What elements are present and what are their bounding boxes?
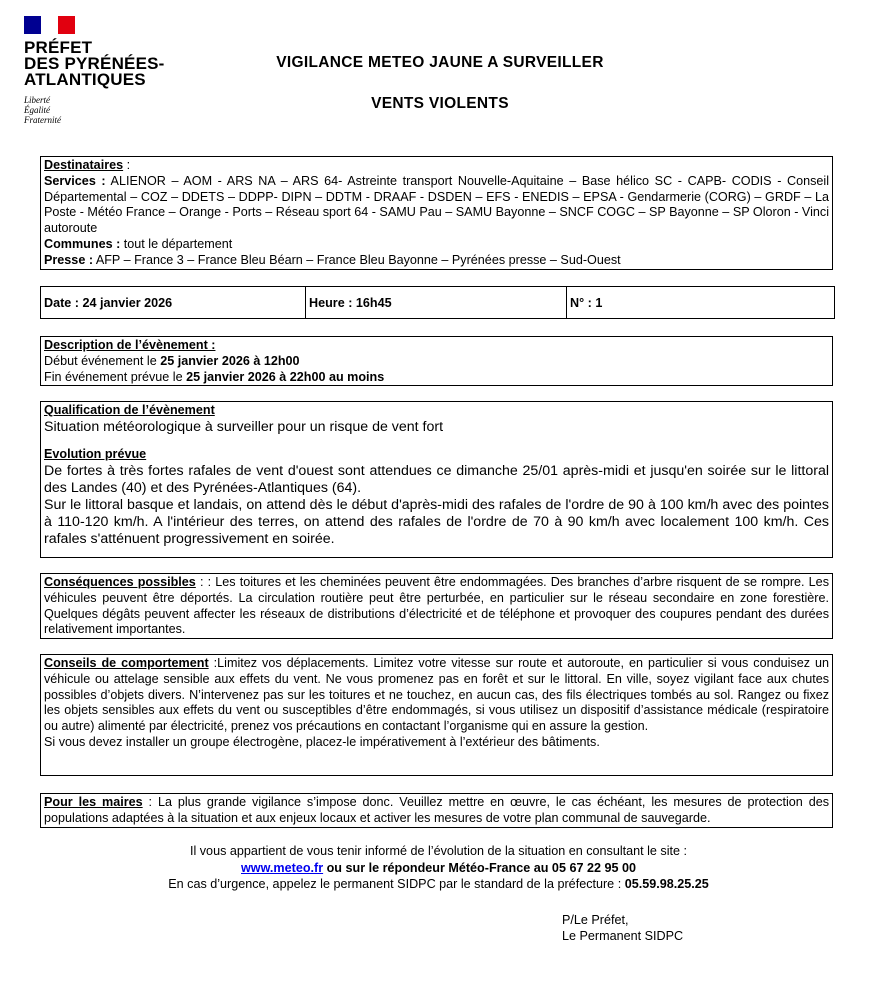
advice-label: Conseils de comportement	[44, 656, 209, 670]
advice-generator-text: Si vous devez installer un groupe électrogène, placez-le impérativement à l’extérieur des bâtiments.	[44, 734, 600, 749]
evolution-label: Evolution prévue	[44, 446, 147, 461]
bulletin-time: Heure : 16h45	[306, 287, 567, 318]
bulletin-date: Date : 24 janvier 2026	[41, 287, 306, 318]
page-title: VIGILANCE METEO JAUNE A SURVEILLER	[276, 54, 604, 71]
page-subtitle: VENTS VIOLENTS	[371, 95, 509, 112]
consequences-text: : : Les toitures et les cheminées peuvent être endommagées. Des branches d’arbre risquent de se rompre. Les véhicules peuvent être déportés. La circulation routière peut être perturbée, en particulier sur le réseau secondaire en zone forestière. Quelques dégâts peuvent affecter les réseaux de distributions d’électricité et de téléphone et provoquer des coupures pendant des durées relativement importantes.	[44, 575, 829, 637]
qualification-text: Situation météorologique à surveiller pour un risque de vent fort	[44, 418, 444, 435]
footer-line-1: Il vous appartient de vous tenir informé de l’évolution de la situation en consultant le site :	[189, 844, 688, 858]
qualification-box	[40, 401, 833, 558]
qualification-label: Qualification de l’évènement	[44, 403, 215, 417]
prefecture-logo	[24, 16, 184, 125]
meteo-phone-text: ou sur le répondeur Météo-France au 05 67 22 95 00	[323, 860, 636, 875]
presse-list: AFP – France 3 – France Bleu Béarn – France Bleu Bayonne – Pyrénées presse – Sud-Ouest	[93, 252, 621, 267]
bulletin-number: N° : 1	[570, 295, 603, 310]
meteo-link[interactable]: www.meteo.fr	[241, 860, 324, 875]
consequences-label: Conséquences possibles	[44, 575, 196, 589]
evolution-paragraph-2: Sur le littoral basque et landais, on attend dès le début d'après-midi des rafales de l'ordre de 90 à 100 km/h avec des pointes à 110-120 km/h. A l'intérieur des terres, on attend des rafales de l'ordre de 70 à 90 km/h avec localement 100 km/h. Ces rafales s'atténuent progressivement en soirée.	[44, 496, 829, 547]
mayors-text: : La plus grande vigilance s’impose donc. Veuillez mettre en œuvre, le cas échéant, les mesures de protection des populations adaptées à la situation et aux enjeux locaux et activer les mesures de votre plan communal de sauvegarde.	[44, 795, 829, 825]
services-label: Services :	[44, 173, 106, 188]
event-start: 25 janvier 2026 à 12h00	[160, 353, 300, 368]
presse-label: Presse :	[44, 252, 94, 267]
signature: P/Le Préfet, Le Permanent SIDPC	[562, 913, 684, 943]
consequences-box	[40, 573, 833, 639]
evolution-paragraph-1: De fortes à très fortes rafales de vent d'ouest sont attendues ce dimanche 25/01 après-midi et jusqu'en soirée sur le littoral des Landes (40) et des Pyrénées-Atlantiques (64).	[44, 462, 829, 496]
recipients-box: Destinataires : Services : ALIENOR – AOM - ARS NA – ARS 64- Astreinte transport Nouvelle-Aquitaine – Base hélico SC - CAPB- CODIS - Conseil Départemental – COZ – DDETS – DDPP- DIPN – DDTM - DRAAF - DSDEN – EFS - ENEDIS – EPSA - Gendarmerie (CORG) – GRDF – La Poste - Météo France – Orange - Ports – Réseau sport 64 - SAMU Pau – SAMU Bayonne – SNCF COGC – SP Bayonne – SP Oloron - Vinci autoroute Communes : tout le département Presse : AFP – France 3 – France Bleu Béarn – France Bleu Bayonne – Pyrénées presse – Sud-Ouest	[40, 156, 833, 270]
description-label: Description de l’évènement :	[44, 338, 216, 352]
bulletin-meta-row	[40, 286, 835, 319]
emergency-phone: 05.59.98.25.25	[624, 877, 709, 891]
event-description-box: Description de l’évènement : Début événement le 25 janvier 2026 à 12h00 Fin événement prévue le 25 janvier 2026 à 22h00 au moins	[40, 336, 833, 386]
prefecture-name: PRÉFET DES PYRÉNÉES- ATLANTIQUES	[24, 38, 165, 89]
advice-box	[40, 654, 833, 776]
republic-motto: Liberté Égalité Fraternité	[24, 95, 61, 125]
services-list: ALIENOR – AOM - ARS NA – ARS 64- Astreinte transport Nouvelle-Aquitaine – Base hélico SC - CAPB- CODIS - Conseil Départemental – COZ – DDETS – DDPP- DIPN – DDTM - DRAAF - DSDEN – EFS - ENEDIS – EPSA - Gendarmerie (CORG) – GRDF – La Poste - Météo France – Orange - Ports – Réseau sport 64 - SAMU Pau – SAMU Bayonne – SNCF COGC – SP Bayonne – SP Oloron - Vinci autoroute	[44, 173, 830, 236]
mayors-box	[40, 793, 833, 828]
event-end: 25 janvier 2026 à 22h00 au moins	[186, 369, 385, 384]
recipients-label: Destinataires	[44, 158, 124, 172]
footer-emergency-text: En cas d’urgence, appelez le permanent SIDPC par le standard de la préfecture :	[168, 877, 625, 891]
communes-label: Communes :	[44, 236, 121, 251]
mayors-label: Pour les maires	[44, 795, 143, 809]
footer-info	[0, 843, 877, 893]
advice-text: :Limitez vos déplacements. Limitez votre vitesse sur route et autoroute, en particulier si vous conduisez un véhicule ou attelage sensible aux effets du vent. Ne vous promenez pas en forêt et sur le littoral. En ville, soyez vigilant face aux chutes possibles d’objets divers. N’intervenez pas sur les toitures et ne touchez, en aucun cas, des fils électriques tombés au sol. Rangez ou fixez les objets sensibles aux effets du vent ou susceptibles d’être endommagés, si vous utilisez un dispositif d’assistance médicale (respiratoire ou autre) alimenté par électricité, prenez vos précautions en contactant l’organisme qui en assure la gestion.	[44, 656, 829, 734]
communes-text: tout le département	[120, 236, 233, 251]
french-flag-icon	[24, 16, 75, 34]
